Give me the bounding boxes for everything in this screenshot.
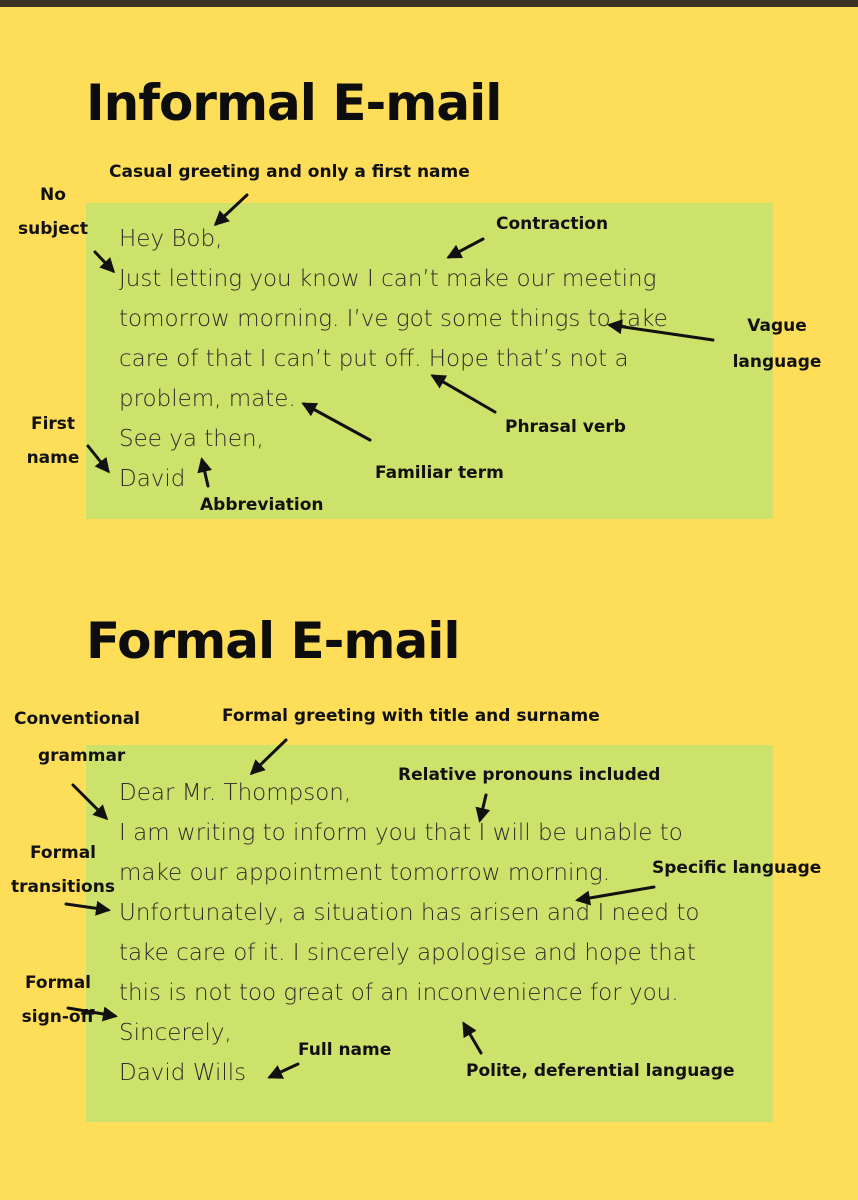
formal-greeting-line: Dear Mr. Thompson, <box>119 780 352 806</box>
informal-greeting-line: Hey Bob, <box>119 226 223 252</box>
informal-signature-line: David <box>119 466 186 492</box>
annotation-contraction: Contraction <box>496 214 609 234</box>
informal-signoff-line: See ya then, <box>119 426 264 452</box>
formal-body-line: this is not too great of an inconvenience for you. <box>119 980 679 1006</box>
arrow-relative-pronouns <box>480 795 486 820</box>
annotation-abbreviation: Abbreviation <box>200 495 324 515</box>
annotation-conventional-grammar-1: Conventional <box>14 709 141 729</box>
annotation-vague-language: Vague language <box>732 316 822 372</box>
arrow-contraction <box>449 239 483 257</box>
arrow-casual-greeting <box>216 195 247 224</box>
annotation-formal-transitions: Formal transitions <box>11 843 115 897</box>
formal-title: Formal E-mail <box>86 612 460 670</box>
arrow-familiar-term <box>304 404 370 440</box>
arrow-abbreviation <box>202 460 208 486</box>
formal-signature-line: David Wills <box>119 1060 247 1086</box>
arrow-full-name <box>270 1064 298 1077</box>
arrow-vague-language <box>610 325 713 340</box>
arrow-formal-greeting <box>252 740 286 773</box>
informal-body-line: tomorrow morning. I’ve got some things to take <box>119 306 668 332</box>
annotation-specific-language: Specific language <box>652 858 822 878</box>
annotation-polite-language: Polite, deferential language <box>466 1061 735 1081</box>
arrow-formal-transitions <box>66 904 108 910</box>
annotation-no-subject: No subject <box>18 185 88 239</box>
annotation-full-name: Full name <box>298 1040 392 1060</box>
arrow-polite-language <box>464 1024 481 1053</box>
formal-body-line: Unfortunately, a situation has arisen and I need to <box>119 900 700 926</box>
informal-body-line: care of that I can’t put off. Hope that’s not a <box>119 346 629 372</box>
formal-body-line: make our appointment tomorrow morning. <box>119 860 611 886</box>
informal-title: Informal E-mail <box>86 74 502 132</box>
formal-body-line: I am writing to inform you that I will be unable to <box>119 820 683 846</box>
annotation-first-name: First name <box>26 414 80 468</box>
arrow-no-subject <box>95 252 113 271</box>
annotation-relative-pronouns: Relative pronouns included <box>398 765 661 785</box>
annotation-formal-greeting: Formal greeting with title and surname <box>222 706 600 726</box>
informal-body-line: problem, mate. <box>119 386 296 412</box>
annotation-familiar-term: Familiar term <box>375 463 504 483</box>
formal-body-line: take care of it. I sincerely apologise and hope that <box>119 940 696 966</box>
formal-signoff-line: Sincerely, <box>119 1020 232 1046</box>
informal-body-line: Just letting you know I can’t make our meeting <box>119 266 657 292</box>
arrow-phrasal-verb <box>433 376 495 412</box>
arrow-formal-signoff <box>68 1008 115 1016</box>
annotation-conventional-grammar-2: grammar <box>38 746 126 766</box>
annotation-phrasal-verb: Phrasal verb <box>505 417 626 437</box>
annotation-casual-greeting: Casual greeting and only a first name <box>109 162 470 182</box>
arrow-first-name <box>88 446 108 471</box>
arrow-specific-language <box>578 887 654 900</box>
arrow-conventional-grammar <box>73 785 106 818</box>
annotation-formal-signoff: Formal sign-off <box>21 973 95 1027</box>
